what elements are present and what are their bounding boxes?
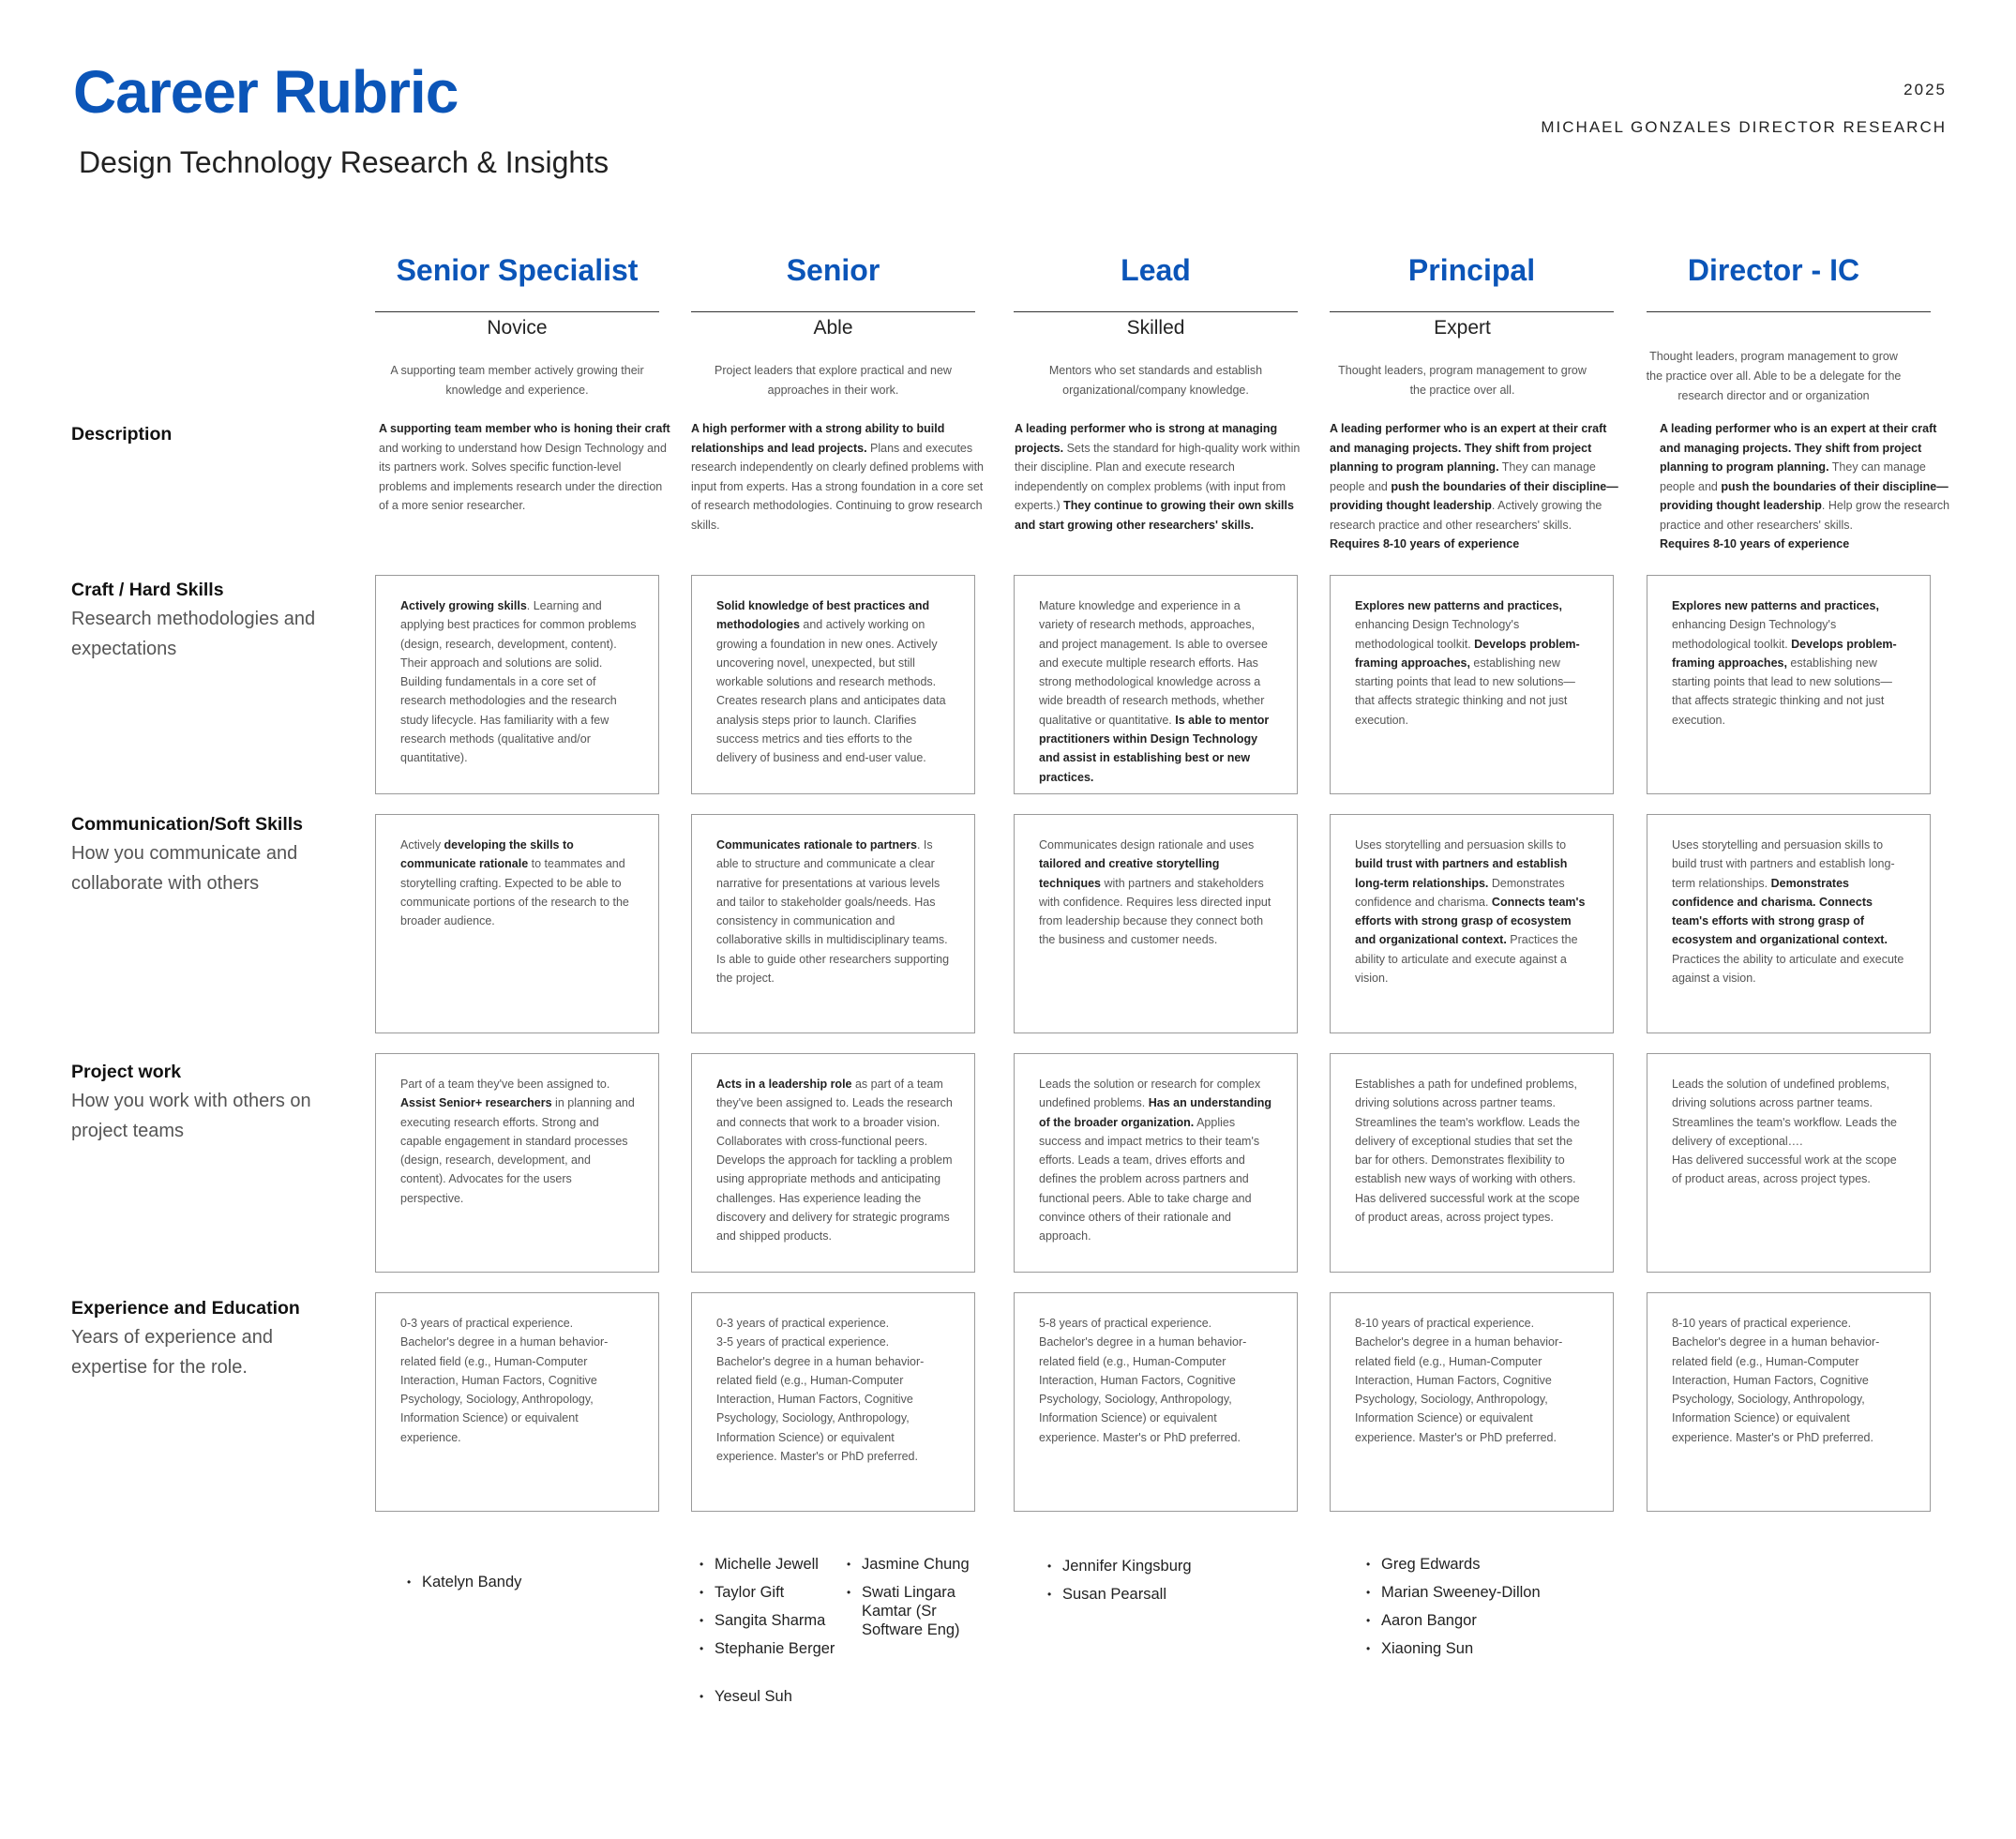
column-level: Novice [487,317,548,339]
row-title: Description [71,424,173,445]
row-label-description [71,420,343,448]
people-list-senior-specialist [405,1573,521,1601]
cell-experience: 0-3 years of practical experience. Bachelor's degree in a human behavior-related field (e.g., Human-Computer Interaction, Human Factors, Cognitive Psychology, Sociology, Anthropology, Information Science) or equivalent experience. [375,1292,659,1512]
people-list-lead [1046,1557,1192,1613]
people-list-senior-b [845,1555,976,1649]
column-summary: A supporting team member actively growing their knowledge and experience. [390,364,644,397]
column-level: Expert [1434,317,1491,339]
person-name: • Katelyn Bandy [405,1573,521,1591]
row-title: Experience and Education [71,1298,300,1319]
row-subtitle: How you communicate and collaborate with others [71,843,298,894]
cell-experience: 8-10 years of practical experience. Bachelor's degree in a human behavior-related field (e.g., Human-Computer Interaction, Human Factors, Cognitive Psychology, Sociology, Anthropology, Information Science) or equivalent experience. Master's or PhD preferred. [1330,1292,1614,1512]
column-level: Able [813,317,853,339]
row-title: Project work [71,1062,182,1082]
person-name: • Taylor Gift [698,1583,838,1602]
cell-craft: Explores new patterns and practices, enhancing Design Technology's methodological toolkit. Develops problem-framing approaches, establishing new starting points that lead to new solutions—that affects strategic thinking and not just execution. [1330,575,1614,794]
person-name: • Michelle Jewell [698,1555,838,1574]
cell-communication: Uses storytelling and persuasion skills to build trust with partners and establish long-term relationships. Demonstrates confidence and charisma. Connects team's efforts with strong grasp of ecosystem and organizational context. Practices the ability to articulate and execute against a vision. [1647,814,1931,1033]
cell-communication: Uses storytelling and persuasion skills to build trust with partners and establish long-term relationships. Demonstrates confidence and charisma. Connects team's efforts with strong grasp of ecosystem and organizational context. Practices the ability to articulate and execute against a vision. [1330,814,1614,1033]
person-name: • Xiaoning Sun [1364,1639,1541,1658]
cell-communication: Actively developing the skills to communicate rationale to teammates and storytelling crafting. Expected to be able to communicate portions of the research to the broader audience. [375,814,659,1033]
column-description: A leading performer who is an expert at their craft and managing projects. They shift from project planning to program planning. They can manage people and push the boundaries of their discipline—providing thought leadership. Actively growing the research practice and other researchers' skills. Requires 8-10 years of experience [1330,422,1618,550]
person-name: • Greg Edwards [1364,1555,1541,1574]
page-title: Career Rubric [73,58,459,126]
cell-craft: Actively growing skills. Learning and applying best practices for common problems (design, research, development, content). Their approach and solutions are solid. Building fundamentals in a core set of research methodologies and the research study lifecycle. Has familiarity with a few research methods (qualitative and/or quantitative). [375,575,659,794]
column-divider [691,311,975,312]
person-name: • Susan Pearsall [1046,1585,1192,1604]
row-subtitle: Research methodologies and expectations [71,609,316,659]
column-description: A leading performer who is an expert at their craft and managing projects. They shift from project planning to program planning. They can manage people and push the boundaries of their discipline—providing thought leadership. Help grow the research practice and other researchers' skills. Requires 8-10 years of experience [1660,422,1950,550]
cell-craft: Mature knowledge and experience in a variety of research methods, approaches, and project management. Is able to oversee and execute multiple research efforts. Has strong methodological knowledge across a wide breadth of research methods, whether qualitative or quantitative. Is able to mentor practitioners within Design Technology and assist in establishing best or new practices. [1014,575,1298,794]
row-title: Communication/Soft Skills [71,814,304,835]
row-label-communication [71,810,343,898]
column-summary: Thought leaders, program management to grow the practice over all. [1338,364,1587,397]
column-description: A leading performer who is strong at managing projects. Sets the standard for high-quality work within their discipline. Plan and execute research independently on complex problems (with input from experts.) They continue to growing their own skills and start growing other researchers' skills. [1015,422,1301,532]
column-title: Senior Specialist [396,253,639,287]
column-title: Senior [786,253,880,287]
cell-communication: Communicates rationale to partners. Is able to structure and communicate a clear narrative for presentations at various levels and tailor to stakeholder goals/needs. Has consistency in communication and collaborative skills in multidisciplinary teams. Is able to guide other researchers supporting the project. [691,814,975,1033]
row-subtitle: Years of experience and expertise for the role. [71,1327,273,1378]
column-divider [375,311,659,312]
people-list-senior-c [698,1687,792,1715]
column-divider [1014,311,1298,312]
person-name: • Yeseul Suh [698,1687,792,1706]
row-title: Craft / Hard Skills [71,580,224,600]
cell-project: Establishes a path for undefined problems, driving solutions across partner teams. Streamlines the team's workflow. Leads the delivery of exceptional studies that set the bar for others. Demonstrates flexibility to establish new ways of working with others. Has delivered successful work at the scope of product areas, across project types. [1330,1053,1614,1273]
person-name: • Swati Lingara Kamtar (Sr Software Eng) [845,1583,976,1639]
cell-craft: Solid knowledge of best practices and methodologies and actively working on growing a foundation in new ones. Actively uncovering novel, unexpected, but still workable solutions and research methods. Creates research plans and anticipates data analysis steps prior to launch. Clarifies success metrics and ties efforts to the delivery of business and end-user value. [691,575,975,794]
cell-project: Part of a team they've been assigned to. Assist Senior+ researchers in planning and executing research efforts. Strong and capable engagement in standard processes (design, research, development, and content). Advocates for the users perspective. [375,1053,659,1273]
page-subtitle: Design Technology Research & Insights [79,145,609,179]
people-list-senior [698,1555,838,1667]
cell-project: Leads the solution or research for complex undefined problems. Has an understanding of the broader organization. Applies success and impact metrics to their team's efforts. Leads a team, drives efforts and defines the problem across partners and functional peers. Able to take charge and convince others of their rationale and approach. [1014,1053,1298,1273]
column-level: Skilled [1126,317,1185,339]
people-list-principal [1364,1555,1541,1667]
column-title: Lead [1121,253,1191,287]
cell-project: Acts in a leadership role as part of a team they've been assigned to. Leads the research and connects that work to a broader vision. Collaborates with cross-functional peers. Develops the approach for tackling a problem using appropriate methods and anticipating challenges. Has experience leading the discovery and delivery for strategic programs and shipped products. [691,1053,975,1273]
column-description: A high performer with a strong ability to build relationships and lead projects. Plans and executes research independently on clearly defined problems with input from experts. Has a strong foundation in a core set of research methodologies. Continuing to grow research skills. [691,422,984,532]
person-name: • Sangita Sharma [698,1611,838,1630]
person-name: • Marian Sweeney-Dillon [1364,1583,1541,1602]
person-name: • Jennifer Kingsburg [1046,1557,1192,1575]
row-label-craft [71,576,343,664]
person-name: • Aaron Bangor [1364,1611,1541,1630]
column-divider [1330,311,1614,312]
year-label: 2025 [1903,81,1947,98]
column-divider [1647,311,1931,312]
cell-experience: 5-8 years of practical experience. Bachelor's degree in a human behavior-related field (e.g., Human-Computer Interaction, Human Factors, Cognitive Psychology, Sociology, Anthropology, Information Science) or equivalent experience. Master's or PhD preferred. [1014,1292,1298,1512]
column-title: Director - IC [1687,253,1860,287]
cell-experience: 0-3 years of practical experience. 3-5 years of practical experience. Bachelor's degree in a human behavior-related field (e.g., Human-Computer Interaction, Human Factors, Cognitive Psychology, Sociology, Anthropology, Information Science) or equivalent experience. Master's or PhD preferred. [691,1292,975,1512]
column-title: Principal [1407,253,1536,287]
cell-project: Leads the solution of undefined problems, driving solutions across partner teams. Streamlines the team's workflow. Leads the delivery of exceptional…. Has delivered successful work at the scope of product areas, across project types. [1647,1053,1931,1273]
column-summary: Thought leaders, program management to grow the practice over all. Able to be a delegate for the research director and or organization [1646,350,1902,402]
row-label-experience [71,1294,343,1382]
cell-experience: 8-10 years of practical experience. Bachelor's degree in a human behavior-related field (e.g., Human-Computer Interaction, Human Factors, Cognitive Psychology, Sociology, Anthropology, Information Science) or equivalent experience. Master's or PhD preferred. [1647,1292,1931,1512]
row-subtitle: How you work with others on project teams [71,1091,311,1141]
column-summary: Mentors who set standards and establish organizational/company knowledge. [1048,364,1263,397]
author-label: MICHAEL GONZALES DIRECTOR RESEARCH [1541,118,1947,136]
row-label-project [71,1058,343,1146]
column-description: A supporting team member who is honing their craft and working to understand how Design Technology and its partners work. Solves specific function-level problems and implements research under the direction of a more senior researcher. [379,422,670,512]
cell-craft: Explores new patterns and practices, enhancing Design Technology's methodological toolkit. Develops problem-framing approaches, establishing new starting points that lead to new solutions—that affects strategic thinking and not just execution. [1647,575,1931,794]
person-name: • Stephanie Berger [698,1639,838,1658]
column-summary: Project leaders that explore practical and new approaches in their work. [715,364,952,397]
cell-communication: Communicates design rationale and uses tailored and creative storytelling techniques with partners and stakeholders with confidence. Requires less directed input from leadership because they connect both the business and customer needs. [1014,814,1298,1033]
person-name: • Jasmine Chung [845,1555,976,1574]
